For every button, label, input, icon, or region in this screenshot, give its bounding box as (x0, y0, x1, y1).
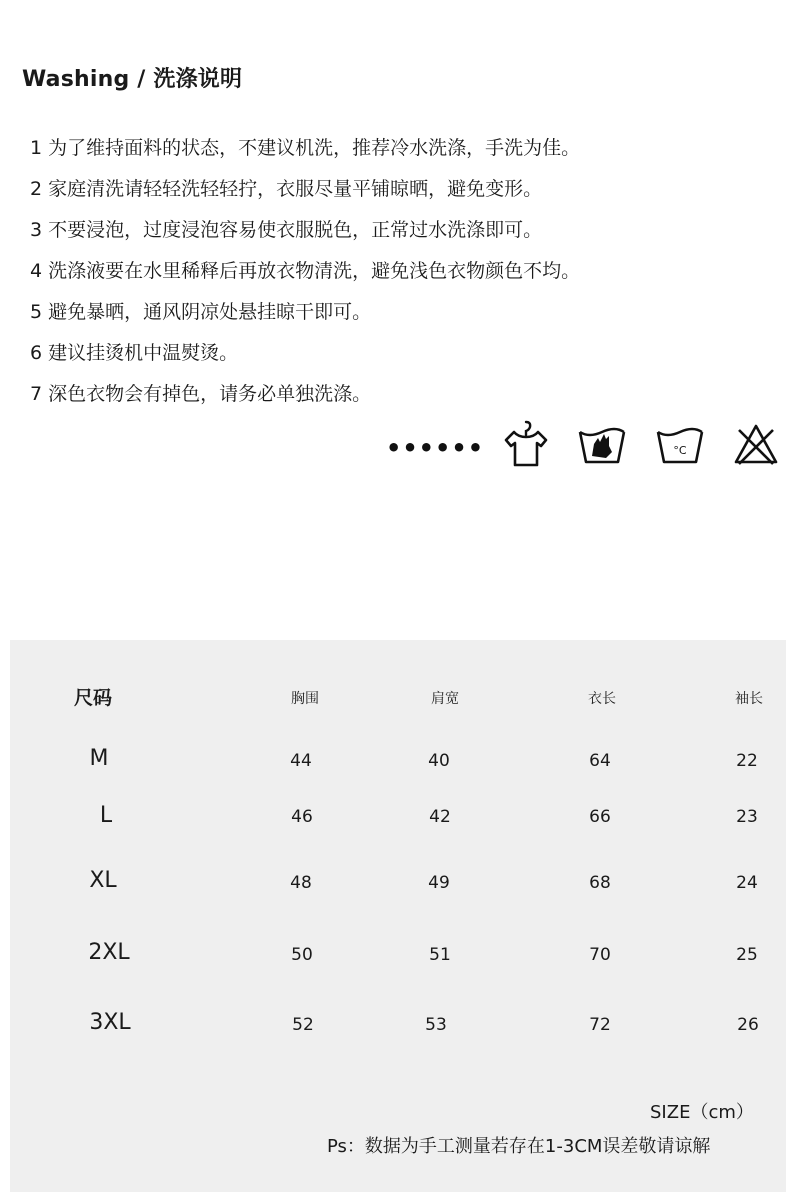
dots-separator: •••••• (386, 434, 485, 462)
washing-instruction-item: 2 家庭清洗请轻轻洗轻轻拧，衣服尽量平铺晾晒，避免变形。 (30, 178, 543, 200)
chest-value: 50 (291, 945, 313, 965)
shoulder-value: 51 (429, 945, 451, 965)
shoulder-value: 49 (428, 873, 450, 893)
length-value: 64 (589, 751, 611, 771)
header-chest: 胸围 (291, 691, 319, 707)
sleeve-value: 26 (737, 1015, 759, 1035)
length-value: 68 (589, 873, 611, 893)
header-sleeve: 袖长 (735, 691, 763, 707)
header-shoulder: 肩宽 (431, 691, 459, 707)
header-length: 衣长 (588, 691, 616, 707)
length-value: 70 (589, 945, 611, 965)
hand-wash-icon (576, 418, 628, 470)
sleeve-value: 24 (736, 873, 758, 893)
chest-value: 52 (292, 1015, 314, 1035)
sleeve-value: 25 (736, 945, 758, 965)
chest-value: 44 (290, 751, 312, 771)
length-value: 66 (589, 807, 611, 827)
washing-instruction-item: 5 避免暴晒，通风阴凉处悬挂晾干即可。 (30, 301, 372, 323)
washing-instructions-list (30, 128, 580, 415)
shoulder-value: 40 (428, 751, 450, 771)
chest-value: 48 (290, 873, 312, 893)
washing-instruction-item: 3 不要浸泡，过度浸泡容易使衣服脱色，正常过水洗涤即可。 (30, 219, 543, 241)
washing-instruction-item: 7 深色衣物会有掉色，请务必单独洗涤。 (30, 383, 372, 405)
sleeve-value: 22 (736, 751, 758, 771)
header-size: 尺码 (73, 687, 113, 709)
hang-dry-icon (500, 418, 552, 470)
washing-instruction-item: 6 建议挂烫机中温熨烫。 (30, 342, 239, 364)
shoulder-value: 53 (425, 1015, 447, 1035)
size-unit-label: SIZE（cm） (650, 1102, 754, 1123)
temperature-label: °C (673, 444, 687, 457)
size-label: M (89, 746, 109, 771)
washing-title: Washing / 洗涤说明 (22, 67, 243, 92)
size-label: L (99, 803, 113, 828)
shoulder-value: 42 (429, 807, 451, 827)
chest-value: 46 (291, 807, 313, 827)
water-temperature-icon (654, 418, 706, 470)
washing-instruction-item: 4 洗涤液要在水里稀释后再放衣物清洗，避免浅色衣物颜色不均。 (30, 260, 581, 282)
measurement-note: Ps：数据为手工测量若存在1-3CM误差敬请谅解 (327, 1136, 711, 1157)
do-not-bleach-icon (730, 418, 782, 470)
sleeve-value: 23 (736, 807, 758, 827)
size-label: 3XL (89, 1010, 131, 1035)
size-label: XL (89, 868, 117, 893)
washing-instruction-item: 1 为了维持面料的状态，不建议机洗，推荐冷水洗涤，手洗为佳。 (30, 137, 581, 159)
length-value: 72 (589, 1015, 611, 1035)
size-label: 2XL (88, 940, 130, 965)
